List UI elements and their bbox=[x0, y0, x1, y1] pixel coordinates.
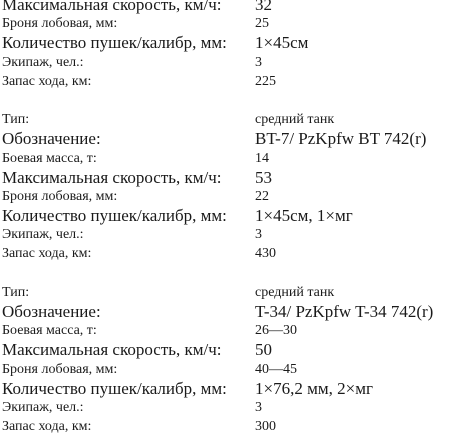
spec-label-max-speed: Максимальная скорость, км/ч: bbox=[2, 167, 222, 187]
spec-label-designation: Обозначение: bbox=[2, 129, 101, 149]
spec-block-continued bbox=[2, 0, 451, 91]
spec-value-crew: 3 bbox=[255, 399, 262, 415]
spec-label-max-speed: Максимальная скорость, км/ч: bbox=[2, 0, 222, 14]
spec-row bbox=[2, 360, 451, 379]
spec-row bbox=[2, 302, 451, 321]
spec-value-crew: 3 bbox=[255, 227, 262, 243]
spec-label-crew: Экипаж, чел.: bbox=[2, 54, 84, 70]
spec-value-max-speed: 53 bbox=[255, 167, 272, 187]
spec-value-combat-weight: 14 bbox=[255, 150, 269, 166]
spec-row bbox=[2, 206, 451, 225]
block-spacer bbox=[2, 264, 451, 283]
spec-row bbox=[2, 417, 451, 436]
spec-label-crew: Экипаж, чел.: bbox=[2, 399, 84, 415]
spec-value-front-armor: 40—45 bbox=[255, 361, 297, 377]
spec-label-front-armor: Броня лобовая, мм: bbox=[2, 188, 118, 204]
spec-row bbox=[2, 244, 451, 263]
spec-label-crew: Экипаж, чел.: bbox=[2, 227, 84, 243]
spec-block-t34 bbox=[2, 283, 451, 437]
spec-row bbox=[2, 14, 451, 33]
spec-label-range: Запас хода, км: bbox=[2, 73, 92, 89]
spec-value-type: средний танк bbox=[255, 284, 335, 300]
spec-value-guns-caliber: 1×76,2 мм, 2×мг bbox=[255, 378, 373, 398]
spec-value-max-speed: 32 bbox=[255, 0, 272, 14]
spec-label-range: Запас хода, км: bbox=[2, 419, 92, 435]
spec-value-max-speed: 50 bbox=[255, 340, 272, 360]
spec-value-range: 430 bbox=[255, 246, 276, 262]
spec-value-guns-caliber: 1×45см, 1×мг bbox=[255, 206, 353, 226]
spec-row bbox=[2, 283, 451, 302]
spec-value-guns-caliber: 1×45см bbox=[255, 33, 309, 53]
spec-label-guns-caliber: Количество пушек/калибр, мм: bbox=[2, 206, 227, 226]
spec-row bbox=[2, 398, 451, 417]
spec-label-range: Запас хода, км: bbox=[2, 246, 92, 262]
spec-label-guns-caliber: Количество пушек/калибр, мм: bbox=[2, 378, 227, 398]
spec-label-max-speed: Максимальная скорость, км/ч: bbox=[2, 340, 222, 360]
block-spacer bbox=[2, 91, 451, 110]
spec-label-combat-weight: Боевая масса, т: bbox=[2, 150, 97, 166]
spec-value-combat-weight: 26—30 bbox=[255, 323, 297, 339]
spec-label-front-armor: Броня лобовая, мм: bbox=[2, 16, 118, 32]
spec-row bbox=[2, 149, 451, 168]
spec-row bbox=[2, 225, 451, 244]
spec-value-type: средний танк bbox=[255, 112, 335, 128]
spec-row bbox=[2, 187, 451, 206]
spec-row bbox=[2, 0, 451, 14]
spec-label-guns-caliber: Количество пушек/калибр, мм: bbox=[2, 33, 227, 53]
spec-value-front-armor: 22 bbox=[255, 188, 269, 204]
spec-row bbox=[2, 168, 451, 187]
spec-row bbox=[2, 53, 451, 72]
spec-row bbox=[2, 129, 451, 148]
spec-value-range: 225 bbox=[255, 73, 276, 89]
spec-value-designation: T-34/ PzKpfw T-34 742(r) bbox=[255, 302, 434, 321]
spec-row bbox=[2, 340, 451, 359]
spec-label-type: Тип: bbox=[2, 284, 30, 300]
spec-row bbox=[2, 110, 451, 129]
spec-value-crew: 3 bbox=[255, 54, 262, 70]
tank-spec-document bbox=[2, 0, 451, 436]
spec-row bbox=[2, 72, 451, 91]
spec-value-designation: BT-7/ PzKpfw BT 742(r) bbox=[255, 129, 427, 149]
spec-row bbox=[2, 321, 451, 340]
spec-label-front-armor: Броня лобовая, мм: bbox=[2, 361, 118, 377]
spec-label-combat-weight: Боевая масса, т: bbox=[2, 323, 97, 339]
spec-row bbox=[2, 33, 451, 52]
spec-value-front-armor: 25 bbox=[255, 16, 269, 32]
spec-row bbox=[2, 379, 451, 398]
spec-block-bt7 bbox=[2, 110, 451, 264]
spec-label-designation: Обозначение: bbox=[2, 302, 101, 321]
spec-value-range: 300 bbox=[255, 419, 276, 435]
spec-label-type: Тип: bbox=[2, 112, 30, 128]
